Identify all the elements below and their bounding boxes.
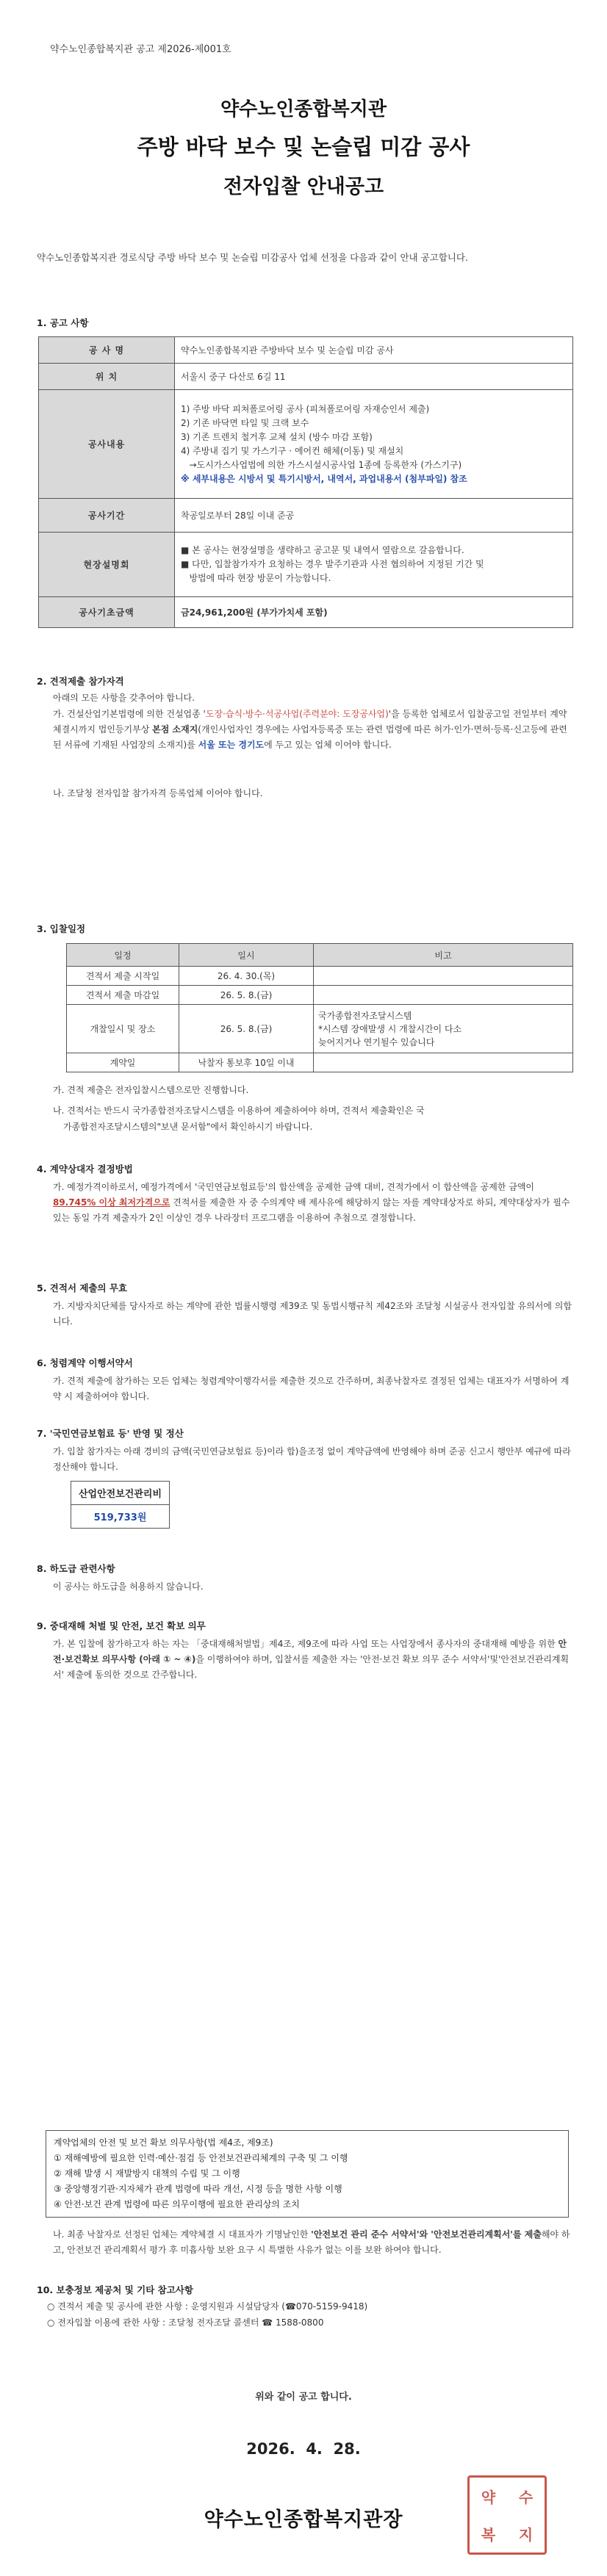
schedule-table [66, 943, 573, 1072]
section-3-item-na-line1: 나. 견적서는 반드시 국가종합전자조달시스템을 이용하여 제출하여야 하며, 견적서 제출확인은 국 [53, 1105, 425, 1116]
schedule-col-header: 비고 [314, 944, 573, 967]
section-7-item-ga: 가. 입찰 참가자는 아래 경비의 금액(국민연금보험료 등)이라 합)을조정 없이 계약금액에 반영해야 하며 준공 신고시 행안부 예규에 따라 정산해야 합니다. [53, 1446, 571, 1472]
row-label-work-scope: 공사내용 [39, 390, 175, 499]
seal-char: 수 [518, 2489, 534, 2506]
section-4-heading: 4. 계약상대자 결정방법 [37, 1163, 133, 1175]
obligation-item: ② 재해 발생 시 재발방지 대책의 수립 및 그 이행 [54, 2168, 240, 2179]
text-run: 견적서를 제출한 자 중 수의계약 배 제사유에 해당하지 않는 자를 계약대상자로 하되, 계약대상자가 필수 있는 동일 가격 제출자가 2인 이상인 경우 나라장터 프로그램을 이용하여 추첨으로 결정합니다. [53, 1197, 570, 1223]
work-scope-line: 2) 기존 바닥면 타일 및 크랙 보수 [181, 417, 309, 428]
seal-char: 약 [481, 2489, 496, 2506]
schedule-cell: 26. 4. 30.(목) [179, 967, 314, 986]
note-line: 늦어지거나 연기될수 있습니다 [318, 1036, 435, 1047]
notice-date: 2026. 4. 28. [246, 2440, 361, 2458]
schedule-cell [314, 1053, 573, 1072]
title-organization: 약수노인종합복지관 [220, 98, 387, 120]
obligations-box [46, 2130, 569, 2218]
section-6-heading: 6. 청렴계약 이행서약서 [37, 1357, 133, 1368]
site-briefing-line: ■ 본 공사는 현장설명을 생략하고 공고문 및 내역서 열람으로 갈음합니다. [181, 545, 464, 555]
required-license-highlight: 도장·습식·방수·석공사업(주력분야: 도장공사업) [205, 709, 389, 719]
work-scope-note: ※ 세부내용은 시방서 및 특기시방서, 내역서, 과업내용서 (첨부파일) 참조 [181, 473, 467, 484]
section-1-heading: 1. 공고 사항 [37, 317, 89, 328]
schedule-cell: 낙찰자 통보후 10일 이내 [179, 1053, 314, 1072]
obligation-reference: 안전·보건확보 의무사항 (아래 ① ~ ④) [53, 1639, 567, 1664]
contact-item: ○ 견적서 제출 및 공사에 관한 사항 : 운영지원과 시설담당자 (☎070-5159-9418) [47, 2301, 368, 2312]
safety-cost-label: 산업안전보건관리비 [71, 1482, 169, 1504]
text-run: 에 두고 있는 업체 이어야 합니다. [264, 740, 392, 750]
section-5-item-ga: 가. 지방자치단체를 당사자로 하는 계약에 관한 법률시행령 제39조 및 동법시행규칙 제42조와 조달청 시설공사 전자입찰 유의서에 의합니다. [53, 1301, 572, 1327]
safety-cost-value: 519,733원 [71, 1504, 169, 1528]
period-value: 착공일로부터 28일 이내 준공 [175, 499, 573, 533]
schedule-col-header: 일시 [179, 944, 314, 967]
obligation-item: ③ 중앙행정기관·지자체가 관계 법령에 따라 개선, 시정 등을 명한 사항 이행 [54, 2184, 342, 2194]
section-4-item-ga [53, 1180, 573, 1226]
section-2-lead: 아래의 모든 사항을 갖추어야 합니다. [53, 693, 195, 703]
project-name-value: 약수노인종합복지관 주방바닥 보수 및 논슬립 미감 공사 [175, 337, 573, 364]
schedule-cell-note [314, 1005, 573, 1053]
notice-number: 약수노인종합복지관 공고 제2026-제001호 [50, 44, 231, 55]
section-5-heading: 5. 견적서 제출의 무효 [37, 1282, 128, 1294]
issuer-name: 약수노인종합복지관장 [204, 2508, 403, 2531]
row-label-site-briefing: 현장설명회 [39, 533, 175, 597]
schedule-cell [314, 967, 573, 986]
schedule-cell: 견적서 제출 마감일 [67, 986, 179, 1005]
text-run: 해야 하고, 안전보건 관리계획서 평가 후 미흡사항 보완 요구 시 특별한 사유가 없는 이를 보완 하여야 합니다. [53, 2229, 570, 2255]
closing-statement: 위와 같이 공고 합니다. [255, 2392, 352, 2403]
site-briefing-value [175, 533, 573, 597]
section-6-item-ga: 가. 견적 제출에 참가하는 모든 업체는 청렴계약이행각서를 제출한 것으로 간주하며, 최종낙찰자로 결정된 업체는 대표자가 서명하여 계약 시 제출하여야 합니다. [53, 1376, 570, 1401]
section-2-heading: 2. 견적제출 참가자격 [37, 676, 124, 687]
work-scope-value [175, 390, 573, 499]
section-10-heading: 10. 보충정보 제공처 및 기타 참고사항 [37, 2284, 193, 2295]
work-scope-line: 4) 주방내 집기 및 가스기구 · 에어컨 해체(이동) 및 재설치 [181, 445, 404, 456]
section-8-heading: 8. 하도급 관련사항 [37, 1563, 115, 1574]
text-run: (개인사업자인 경우에는 사업자등록증 또는 관련 법령에 따른 허가·인가·면허·등록·신고등에 관련된 서류에 기재된 사업장의 소재지)를 [53, 724, 567, 750]
row-label-location: 위 치 [39, 364, 175, 390]
note-line: 국가종합전자조달시스템 [318, 1010, 412, 1021]
section-9-heading: 9. 중대재해 처벌 및 안전, 보건 확보 의무 [37, 1620, 206, 1631]
section-9-item-ga [53, 1637, 573, 1683]
work-scope-line: 1) 주방 바닥 피쳐폴로어링 공사 (피쳐폴로어링 자재승인서 제출) [181, 403, 430, 414]
title-project: 주방 바닥 보수 및 논슬립 미감 공사 [137, 134, 470, 159]
intro-paragraph: 약수노인종합복지관 경로식당 주방 바닥 보수 및 논슬립 미감공사 업체 선정을 다음과 같이 안내 공고합니다. [37, 252, 468, 263]
text-run: 가. 본 입찰에 참가하고자 하는 자는 「중대재해처벌법」제4조, 제9조에 따라 사업 또는 사업장에서 종사자의 중대재해 예방을 위한 [53, 1639, 558, 1649]
section-9-item-na [53, 2227, 573, 2258]
text-run: 가. 예정가격이하로서, 예정가격에서 '국민연금보험료등'의 합산액을 공제한 금액 대비, 견적가에서 이 합산액을 공제한 금액이 [53, 1182, 535, 1192]
work-scope-line: 3) 기존 트렌치 철거후 교체 설치 (방수 마감 포함) [181, 431, 373, 442]
required-documents: '안전보건 관리 준수 서약서'와 '안전보건관리계획서'를 제출 [311, 2229, 542, 2240]
obligation-item: ① 재해예방에 필요한 인력·예산·점검 등 안전보건관리체계의 구축 및 그 이행 [54, 2153, 348, 2163]
work-scope-line: →도시가스사업법에 의한 가스시설시공사업 1종에 등록한자 (가스기구) [181, 459, 462, 470]
obligation-item: ④ 안전·보건 관계 법령에 따른 의무이행에 필요한 관리상의 조치 [54, 2199, 300, 2209]
schedule-col-header: 일정 [67, 944, 179, 967]
seal-char: 지 [518, 2526, 534, 2544]
base-price-value: 금24,961,200원 (부가가치세 포함) [175, 597, 573, 628]
section-3-item-na-line2: 가종합전자조달시스템의"보낸 문서함"에서 확인하시기 바랍니다. [63, 1122, 313, 1132]
schedule-cell: 26. 5. 8.(금) [179, 1005, 314, 1053]
schedule-cell: 개찰일시 및 장소 [67, 1005, 179, 1053]
notice-table [38, 336, 573, 628]
text-run: 을 이행하여야 하며, 입찰서를 제출한 자는 '안전·보건 확보 의무 준수 서약서'및'안전보건관리계획서' 제출에 동의한 것으로 간주합니다. [53, 1654, 570, 1680]
text-run: 가. 건설산업기본법령에 의한 건설업종 ' [53, 709, 206, 719]
row-label-base-price: 공사기초금액 [39, 597, 175, 628]
text-run: 나. 최종 낙찰자로 선정된 업체는 계약체결 시 대표자가 기명날인한 [53, 2229, 312, 2240]
note-line: *시스템 장애발생 시 개찰시간이 다소 [318, 1023, 462, 1034]
safety-cost-box [71, 1481, 170, 1529]
section-8-text: 이 공사는 하도급을 허용하지 않습니다. [53, 1581, 204, 1592]
contact-item: ○ 전자입찰 이용에 관한 사항 : 조달청 전자조달 콜센터 ☎ 1588-0800 [47, 2317, 324, 2328]
schedule-cell: 26. 5. 8.(금) [179, 986, 314, 1005]
site-briefing-line: ■ 다만, 입찰참가자가 요청하는 경우 발주기관과 사전 협의하여 지정된 기간 및 [181, 559, 484, 569]
region-highlight: 서울 또는 경기도 [198, 740, 265, 750]
obligations-title: 계약업체의 안전 및 보건 확보 의무사항(법 제4조, 제9조) [54, 2137, 273, 2148]
section-2-item-na: 나. 조달청 전자입찰 참가자격 등록업체 이어야 합니다. [53, 788, 263, 798]
schedule-cell [314, 986, 573, 1005]
row-label-project-name: 공 사 명 [39, 337, 175, 364]
seal-char: 복 [481, 2526, 496, 2544]
text-run-bold: 본점 소재지 [152, 724, 198, 735]
site-briefing-line: 방법에 따라 현장 방문이 가능합니다. [181, 573, 331, 583]
section-7-heading: 7. '국민연금보험료 등' 반영 및 정산 [37, 1428, 184, 1439]
location-value: 서울시 중구 다산로 6길 11 [175, 364, 573, 390]
row-label-period: 공사기간 [39, 499, 175, 533]
text-run: '을 등록한 업체로서 입찰공고일 전일부터 계약 체결시까지 법인등기부상 [53, 709, 567, 735]
title-notice-type: 전자입찰 안내공고 [223, 176, 384, 198]
section-3-heading: 3. 입찰일정 [37, 923, 86, 934]
schedule-cell: 계약일 [67, 1053, 179, 1072]
section-3-item-ga: 가. 견적 제출은 전자입찰시스템으로만 진행합니다. [53, 1085, 249, 1095]
schedule-cell: 견적서 제출 시작일 [67, 967, 179, 986]
price-threshold-highlight: 89.745% 이상 최저가격으로 [53, 1197, 170, 1208]
official-seal [467, 2475, 547, 2555]
section-2-item-ga [53, 707, 573, 753]
